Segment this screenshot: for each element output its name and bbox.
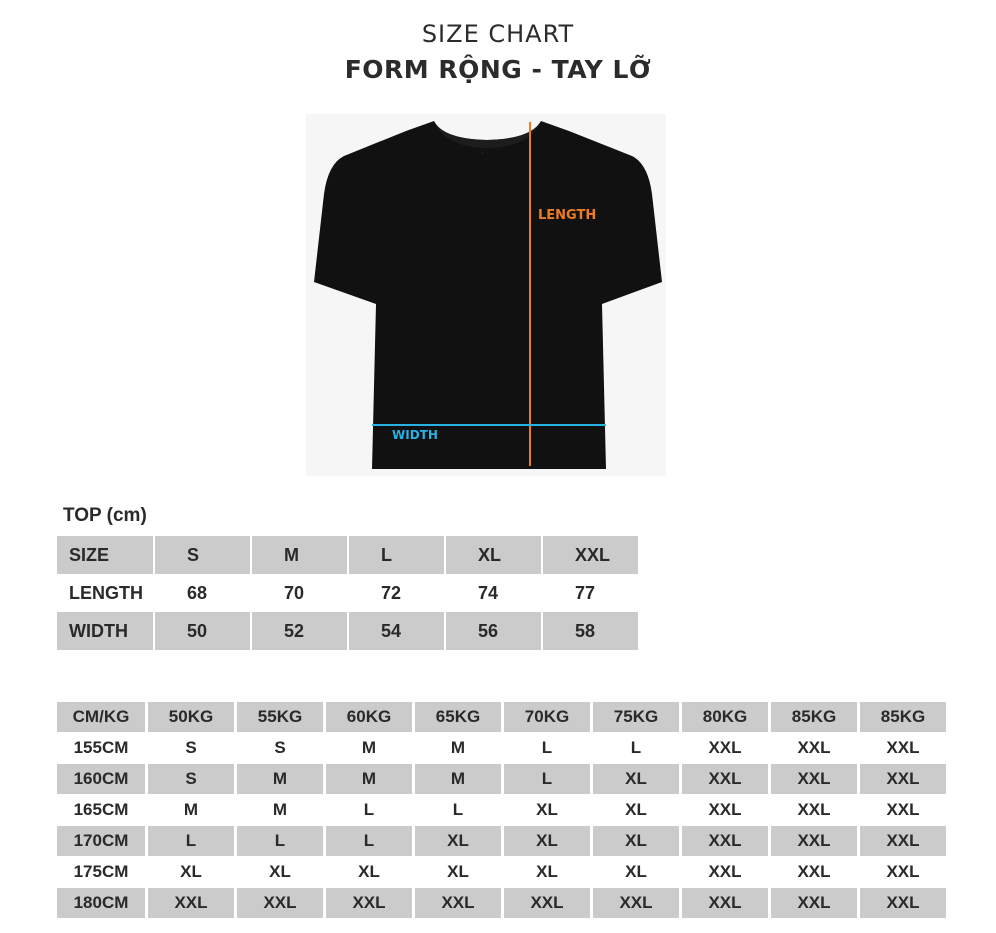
table-cell: 72 <box>349 574 446 612</box>
table-cell: 155CM <box>57 733 148 764</box>
table-cell: XXL <box>771 795 860 826</box>
table-cell: 50KG <box>148 702 237 733</box>
table-cell: XXL <box>860 857 949 888</box>
table-cell: 175CM <box>57 857 148 888</box>
page-subtitle: FORM RỘNG - TAY LỠ <box>344 55 652 84</box>
table-cell: 75KG <box>593 702 682 733</box>
table-cell: 165CM <box>57 795 148 826</box>
table-cell: XXL <box>543 536 640 574</box>
table-cell: 65KG <box>415 702 504 733</box>
table-cell: 180CM <box>57 888 148 919</box>
table-cell: 80KG <box>682 702 771 733</box>
table-cell: XXL <box>682 764 771 795</box>
tshirt-illustration <box>306 114 666 476</box>
table-cell: S <box>148 733 237 764</box>
table-cell: XXL <box>771 826 860 857</box>
table-cell: L <box>237 826 326 857</box>
table-cell: XL <box>148 857 237 888</box>
table-cell: S <box>155 536 252 574</box>
table-cell: WIDTH <box>57 612 155 650</box>
table-cell: S <box>148 764 237 795</box>
table-cell: L <box>349 536 446 574</box>
table-cell: XXL <box>682 795 771 826</box>
table-cell: 160CM <box>57 764 148 795</box>
table-cell: XXL <box>682 857 771 888</box>
table-cell: CM/KG <box>57 702 148 733</box>
table-cell: M <box>252 536 349 574</box>
table-cell: 74 <box>446 574 543 612</box>
table-cell: XXL <box>860 795 949 826</box>
table-cell: 85KG <box>860 702 949 733</box>
table-cell: XL <box>504 826 593 857</box>
page-title: SIZE CHART <box>421 20 575 48</box>
top-table-caption: TOP (cm) <box>63 505 147 526</box>
table-row <box>57 764 949 795</box>
table-cell: XXL <box>860 764 949 795</box>
table-cell: 68 <box>155 574 252 612</box>
table-cell: XXL <box>771 733 860 764</box>
table-cell: XXL <box>415 888 504 919</box>
tshirt-diagram <box>306 114 666 476</box>
height-weight-size-table <box>57 702 949 919</box>
table-row <box>57 733 949 764</box>
table-cell: L <box>326 795 415 826</box>
table-cell: XL <box>593 826 682 857</box>
top-measurement-table <box>57 536 640 650</box>
table-cell: 70 <box>252 574 349 612</box>
table-cell: XL <box>326 857 415 888</box>
table-cell: XXL <box>148 888 237 919</box>
table-cell: XL <box>415 826 504 857</box>
table-cell: XL <box>593 764 682 795</box>
table-cell: XL <box>593 857 682 888</box>
table-cell: M <box>237 795 326 826</box>
table-cell: XXL <box>237 888 326 919</box>
table-cell: XL <box>237 857 326 888</box>
table-cell: XXL <box>682 888 771 919</box>
table-cell: XXL <box>682 733 771 764</box>
table-cell: 58 <box>543 612 640 650</box>
table-cell: 85KG <box>771 702 860 733</box>
table-cell: M <box>415 733 504 764</box>
table-cell: XXL <box>682 826 771 857</box>
table-cell: XXL <box>504 888 593 919</box>
table-row <box>57 826 949 857</box>
table-cell: XXL <box>593 888 682 919</box>
table-cell: XXL <box>860 733 949 764</box>
table-cell: XXL <box>326 888 415 919</box>
table-cell: XXL <box>771 888 860 919</box>
table-cell: S <box>237 733 326 764</box>
length-label: LENGTH <box>538 208 597 223</box>
table-cell: XL <box>593 795 682 826</box>
table-cell: 55KG <box>237 702 326 733</box>
table-cell: 170CM <box>57 826 148 857</box>
table-cell: 54 <box>349 612 446 650</box>
table-cell: M <box>237 764 326 795</box>
table-cell: L <box>504 764 593 795</box>
table-cell: L <box>148 826 237 857</box>
table-cell: XL <box>504 795 593 826</box>
table-cell: 77 <box>543 574 640 612</box>
table-row <box>57 612 640 650</box>
table-cell: 52 <box>252 612 349 650</box>
table-cell: XL <box>504 857 593 888</box>
table-cell: L <box>593 733 682 764</box>
table-cell: M <box>326 764 415 795</box>
table-row <box>57 888 949 919</box>
table-cell: L <box>504 733 593 764</box>
table-cell: XXL <box>771 857 860 888</box>
table-cell: M <box>415 764 504 795</box>
table-header-row <box>57 536 640 574</box>
table-header-row <box>57 702 949 733</box>
table-cell: M <box>326 733 415 764</box>
table-row <box>57 574 640 612</box>
table-row <box>57 795 949 826</box>
table-cell: L <box>326 826 415 857</box>
table-cell: SIZE <box>57 536 155 574</box>
table-cell: 60KG <box>326 702 415 733</box>
table-cell: 50 <box>155 612 252 650</box>
table-row <box>57 857 949 888</box>
table-cell: LENGTH <box>57 574 155 612</box>
tag-mark: · <box>482 150 484 156</box>
table-cell: XL <box>415 857 504 888</box>
table-cell: M <box>148 795 237 826</box>
table-cell: XL <box>446 536 543 574</box>
width-label: WIDTH <box>392 428 438 442</box>
table-cell: 56 <box>446 612 543 650</box>
table-cell: L <box>415 795 504 826</box>
table-cell: XXL <box>860 888 949 919</box>
table-cell: XXL <box>860 826 949 857</box>
table-cell: 70KG <box>504 702 593 733</box>
table-cell: XXL <box>771 764 860 795</box>
